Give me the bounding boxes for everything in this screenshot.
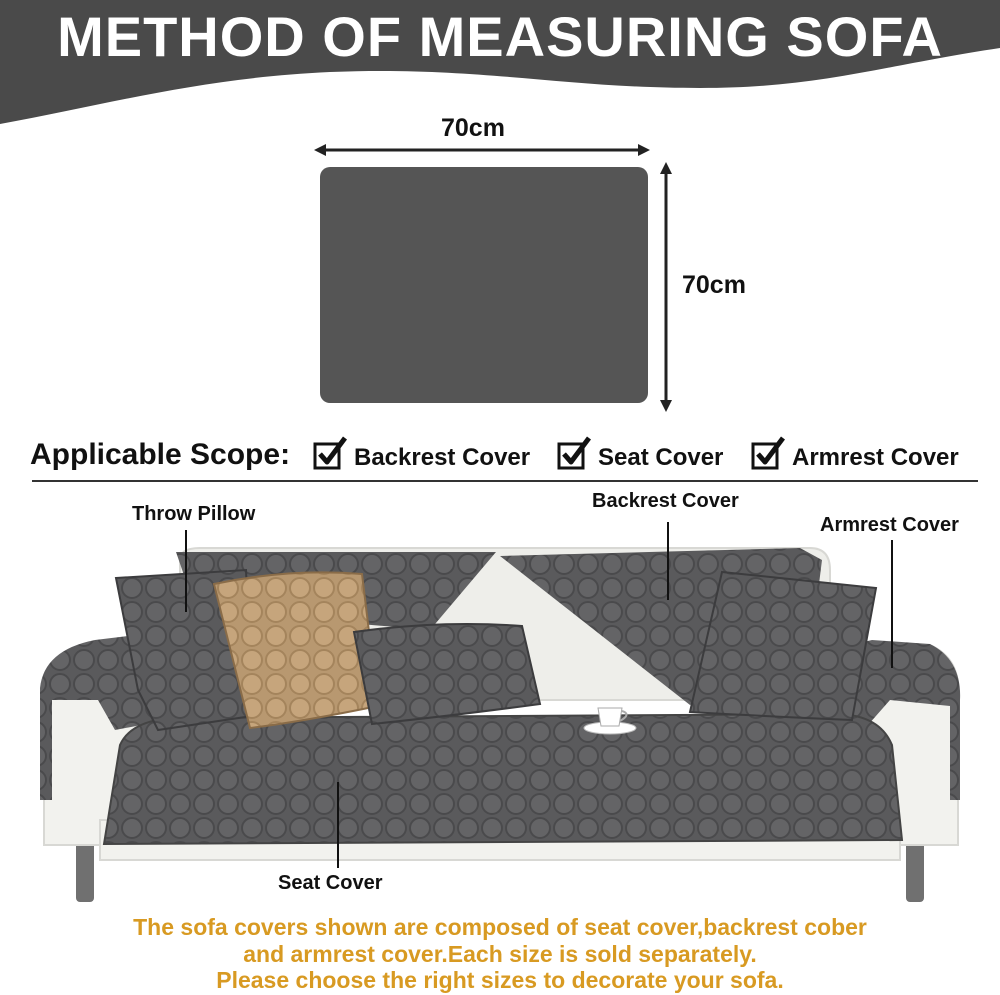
page-title: METHOD OF MEASURING SOFA	[57, 5, 943, 68]
throw-pillow-small	[354, 624, 540, 724]
height-arrow	[658, 162, 674, 412]
sofa-leg-right	[906, 840, 924, 902]
footer-line-1: The sofa covers shown are composed of seat cover,backrest cober	[133, 914, 867, 940]
callout-armrest-cover: Armrest Cover	[820, 514, 959, 536]
sofa-leg-left	[76, 840, 94, 902]
scope-item-backrest	[312, 434, 530, 472]
footer-line-2: and armrest cover.Each size is sold separately.	[243, 941, 757, 967]
checkbox-checked-icon	[556, 435, 592, 471]
throw-pillow-dark-right	[690, 572, 876, 720]
checkbox-checked-icon	[750, 435, 786, 471]
scope-label-backrest: Backrest Cover	[354, 444, 531, 471]
footer-line-3: Please choose the right sizes to decorate your sofa.	[216, 967, 784, 993]
width-label: 70cm	[441, 114, 505, 142]
divider	[32, 480, 978, 482]
seat-cover-swatch	[320, 167, 648, 403]
scope-label-armrest: Armrest Cover	[792, 444, 959, 471]
callout-backrest-cover: Backrest Cover	[592, 490, 739, 512]
callout-seat-cover: Seat Cover	[278, 872, 383, 894]
scope-item-armrest	[750, 434, 959, 472]
applicable-scope	[0, 430, 1000, 478]
height-label: 70cm	[682, 271, 746, 299]
scope-item-seat	[556, 434, 723, 472]
width-arrow	[312, 142, 652, 158]
callout-throw-pillow: Throw Pillow	[132, 503, 256, 525]
scope-label-seat: Seat Cover	[598, 444, 724, 471]
scope-title: Applicable Scope:	[30, 438, 291, 471]
checkbox-checked-icon	[312, 435, 348, 471]
seat-cover	[104, 714, 902, 844]
sofa-illustration	[0, 490, 1000, 910]
